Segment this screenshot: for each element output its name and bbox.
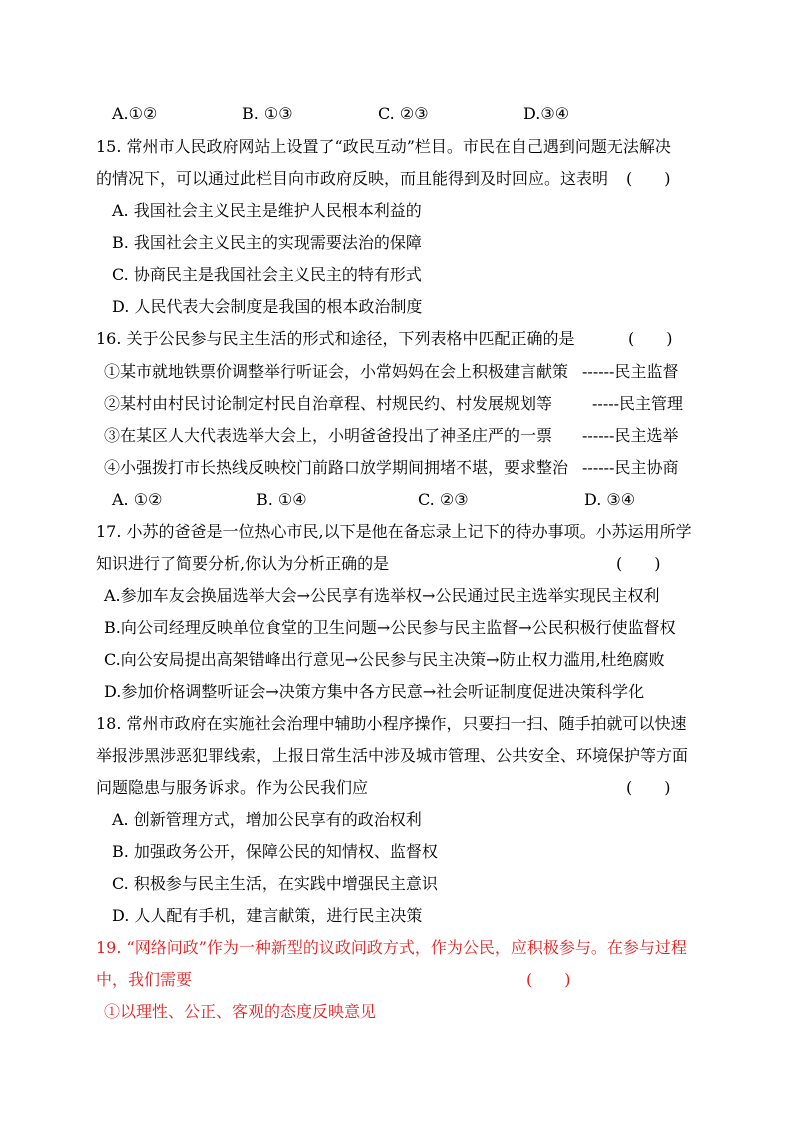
q16-item-1	[104, 361, 724, 383]
q17-option-b: B.向公司经理反映单位食堂的卫生问题→公民参与民主监督→公民积极行使监督权	[104, 618, 676, 637]
q14-option-c: C. ②③	[378, 104, 429, 123]
q16-item-4-text: ④小强拨打市长热线反映校门前路口放学期间拥堵不堪，要求整治	[104, 458, 569, 477]
q15-stem-line2	[96, 168, 716, 190]
q16-stem	[96, 328, 716, 350]
q15-option-d: D. 人民代表大会制度是我国的根本政治制度	[112, 297, 423, 316]
q16-answer-bracket: ( )	[628, 329, 673, 348]
q16-item-4	[104, 457, 724, 479]
q17-stem-line2-text: 知识进行了简要分析,你认为分析正确的是	[96, 554, 390, 573]
q16-option-c: C. ②③	[418, 490, 469, 509]
q17-stem-line1: 17. 小苏的爸爸是一位热心市民,以下是他在备忘录上记下的待办事项。小苏运用所学	[96, 522, 692, 541]
q18-stem-line3-text: 问题隐患与服务诉求。作为公民我们应	[96, 778, 369, 797]
q16-option-d: D. ③④	[584, 490, 636, 509]
q14-option-b: B. ①③	[242, 104, 293, 123]
q16-item-1-text: ①某市就地铁票价调整举行听证会，小常妈妈在会上积极建言献策	[104, 362, 569, 381]
q16-stem-text: 16. 关于公民参与民主生活的形式和途径，下列表格中匹配正确的是	[96, 329, 575, 348]
q16-item-3-match: ------民主选举	[582, 426, 679, 445]
q17-option-a: A.参加车友会换届选举大会→公民享有选举权→公民通过民主选举实现民主权利	[104, 586, 660, 605]
q19-answer-bracket: ( )	[526, 970, 571, 989]
q16-options-row	[0, 489, 800, 511]
q17-option-d: D.参加价格调整听证会→决策方集中各方民意→社会听证制度促进决策科学化	[104, 682, 645, 701]
q16-item-3	[104, 425, 724, 447]
q18-option-d: D. 人人配有手机，建言献策，进行民主决策	[112, 906, 423, 925]
q16-item-3-text: ③在某区人大代表选举大会上，小明爸爸投出了神圣庄严的一票	[104, 426, 553, 445]
q16-item-4-match: ------民主协商	[582, 458, 679, 477]
q16-option-b: B. ①④	[256, 490, 307, 509]
q18-option-b: B. 加强政务公开，保障公民的知情权、监督权	[112, 842, 438, 861]
q18-stem-line2: 举报涉黑涉恶犯罪线索，上报日常生活中涉及城市管理、公共安全、环境保护等方面	[96, 746, 689, 765]
q16-item-2	[104, 393, 724, 415]
q18-option-a: A. 创新管理方式，增加公民享有的政治权利	[112, 810, 422, 829]
q18-stem-line1: 18. 常州市政府在实施社会治理中辅助小程序操作，只要扫一扫、随手拍就可以快速	[96, 714, 687, 733]
q17-option-c: C.向公安局提出高架错峰出行意见→公民参与民主决策→防止权力滥用,杜绝腐败	[104, 650, 665, 669]
q19-stem-line1: 19. “网络问政”作为一种新型的议政问政方式，作为公民，应积极参与。在参与过程	[96, 938, 687, 957]
q14-option-d: D.③④	[523, 104, 570, 123]
q16-item-2-match: -----民主管理	[592, 394, 684, 413]
q19-stem-line2	[96, 969, 716, 991]
q16-item-1-match: ------民主监督	[582, 362, 679, 381]
q15-option-b: B. 我国社会主义民主的实现需要法治的保障	[112, 233, 422, 252]
q14-option-a: A.①②	[112, 104, 158, 123]
q17-stem-line2	[96, 553, 716, 575]
q15-option-a: A. 我国社会主义民主是维护人民根本利益的	[112, 201, 422, 220]
q18-option-c: C. 积极参与民主生活，在实践中增强民主意识	[112, 874, 438, 893]
q14-options-row	[0, 103, 800, 125]
q15-stem-line1: 15. 常州市人民政府网站上设置了“政民互动”栏目。市民在自己遇到问题无法解决	[96, 137, 671, 156]
q19-item-1: ①以理性、公正、客观的态度反映意见	[104, 1002, 377, 1021]
q18-stem-line3	[96, 777, 716, 799]
q16-item-2-text: ②某村由村民讨论制定村民自治章程、村规民约、村发展规划等	[104, 394, 553, 413]
q15-answer-bracket: ( )	[626, 169, 671, 188]
q19-stem-line2-text: 中，我们需要	[96, 970, 193, 989]
q16-option-a: A. ①②	[112, 490, 163, 509]
q15-option-c: C. 协商民主是我国社会主义民主的特有形式	[112, 265, 422, 284]
q18-answer-bracket: ( )	[626, 778, 671, 797]
q17-answer-bracket: ( )	[616, 554, 661, 573]
q15-stem-line2-text: 的情况下，可以通过此栏目向市政府反映，而且能得到及时回应。这表明	[96, 169, 609, 188]
